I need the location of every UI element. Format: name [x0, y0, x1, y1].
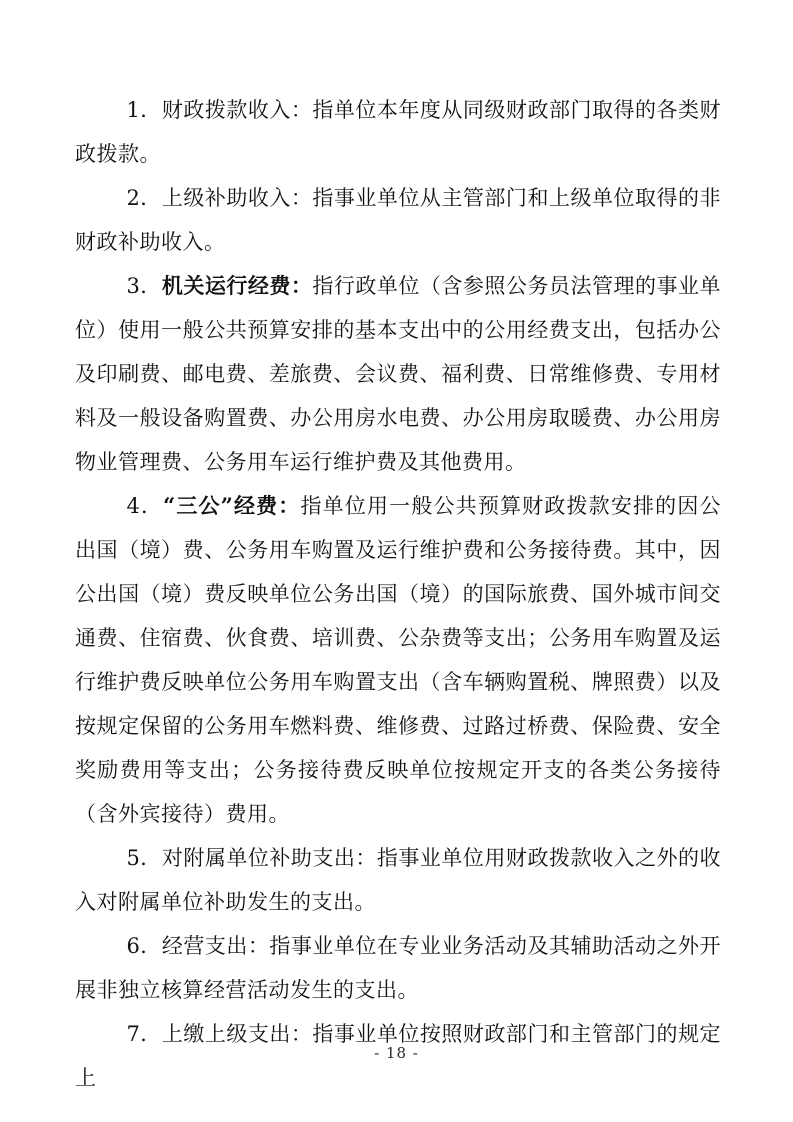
paragraph-text: 指单位本年度从同级财政部门取得的各类财政拨款。 — [75, 98, 721, 166]
document-body — [75, 88, 721, 1100]
item-number: 5． — [126, 846, 162, 870]
paragraph — [75, 176, 721, 264]
page-number: - 18 - — [374, 1044, 419, 1062]
item-number: 1． — [126, 98, 162, 122]
paragraph — [75, 264, 721, 484]
term-label: 经营支出： — [161, 934, 270, 958]
paragraph-text: 指行政单位（含参照公务员法管理的事业单位）使用一般公共预算安排的基本支出中的公用经费支出，包括办公及印刷费、邮电费、差旅费、会议费、福利费、日常维修费、专用材料及一般设备购置费、办公用房水电费、办公用房取暖费、办公用房物业管理费、公务用车运行维护费及其他费用。 — [75, 274, 721, 474]
term-label: 机关运行经费： — [161, 273, 313, 298]
paragraph-text: 指事业单位用财政拨款收入之外的收入对附属单位补助发生的支出。 — [75, 846, 721, 914]
paragraph — [75, 88, 721, 176]
paragraph — [75, 924, 721, 1012]
term-label: 对附属单位补助支出： — [161, 846, 377, 870]
paragraph-text: 指事业单位在专业业务活动及其辅助活动之外开展非独立核算经营活动发生的支出。 — [75, 934, 721, 1002]
item-number: 6． — [126, 934, 162, 958]
paragraph-text: 指事业单位从主管部门和上级单位取得的非财政补助收入。 — [75, 186, 721, 254]
item-number: 2． — [126, 186, 162, 210]
term-label: 上缴上级支出： — [161, 1022, 313, 1046]
paragraph — [75, 836, 721, 924]
term-label: 财政拨款收入： — [161, 98, 313, 122]
paragraph-text: 指单位用一般公共预算财政拨款安排的因公出国（境）费、公务用车购置及运行维护费和公务接待费。其中，因公出国（境）费反映单位公务出国（境）的国际旅费、国外城市间交通费、住宿费、伙食费、培训费、公杂费等支出；公务用车购置及运行维护费反映单位公务用车购置支出（含车辆购置税、牌照费）以及按规定保留的公务用车燃料费、维修费、过路过桥费、保险费、安全奖励费用等支出；公务接待费反映单位按规定开支的各类公务接待（含外宾接待）费用。 — [75, 494, 721, 826]
term-label: 上级补助收入： — [161, 186, 313, 210]
item-number: 3． — [126, 274, 162, 298]
item-number: 7． — [126, 1022, 162, 1046]
paragraph-text: 指事业单位按照财政部门和主管部门的规定上 — [75, 1022, 721, 1090]
term-label: “三公”经费： — [163, 493, 301, 518]
item-number: 4． — [126, 494, 164, 518]
paragraph — [75, 484, 721, 836]
